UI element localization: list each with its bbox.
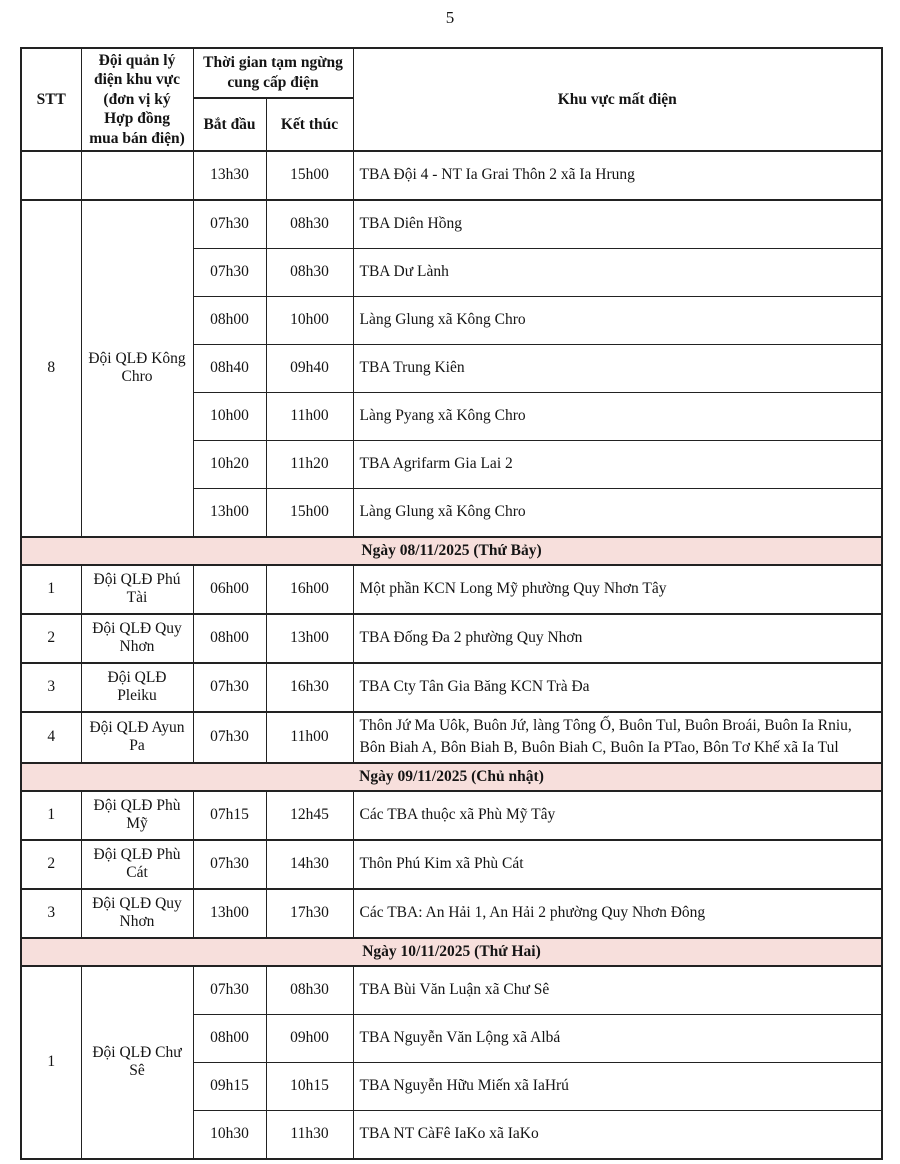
date-header: Ngày 08/11/2025 (Thứ Bảy) bbox=[21, 537, 882, 565]
start-time-cell: 08h40 bbox=[193, 344, 266, 392]
start-time-cell: 07h30 bbox=[193, 966, 266, 1015]
start-time-cell: 09h15 bbox=[193, 1062, 266, 1110]
area-cell: Thôn Jứ Ma Uôk, Buôn Jứ, làng Tông Ố, Buôn Tul, Buôn Broái, Buôn Ia Rniu, Bôn Biah A, Bôn Biah B, Buôn Biah C, Buôn Ia PTao, Bôn Tơ Khế xã Ia Tul bbox=[353, 712, 882, 763]
area-cell: Các TBA thuộc xã Phù Mỹ Tây bbox=[353, 791, 882, 840]
area-cell: TBA NT CàFê IaKo xã IaKo bbox=[353, 1110, 882, 1159]
header-start-time: Bắt đầu bbox=[193, 98, 266, 151]
end-time-cell: 16h30 bbox=[266, 663, 353, 712]
area-cell: TBA Nguyễn Hữu Miến xã IaHrú bbox=[353, 1062, 882, 1110]
area-cell: Làng Pyang xã Kông Chro bbox=[353, 392, 882, 440]
end-time-cell: 11h20 bbox=[266, 440, 353, 488]
end-time-cell: 15h00 bbox=[266, 488, 353, 537]
date-header: Ngày 10/11/2025 (Thứ Hai) bbox=[21, 938, 882, 966]
area-cell: TBA Đống Đa 2 phường Quy Nhơn bbox=[353, 614, 882, 663]
end-time-cell: 12h45 bbox=[266, 791, 353, 840]
header-stt: STT bbox=[21, 48, 81, 151]
unit-cell: Đội QLĐ Kông Chro bbox=[81, 200, 193, 537]
stt-cell: 3 bbox=[21, 663, 81, 712]
end-time-cell: 08h30 bbox=[266, 966, 353, 1015]
stt-cell: 1 bbox=[21, 791, 81, 840]
unit-cell: Đội QLĐ Quy Nhơn bbox=[81, 614, 193, 663]
area-cell: TBA Đội 4 - NT Ia Grai Thôn 2 xã Ia Hrung bbox=[353, 151, 882, 200]
start-time-cell: 10h00 bbox=[193, 392, 266, 440]
area-cell: Một phần KCN Long Mỹ phường Quy Nhơn Tây bbox=[353, 565, 882, 614]
start-time-cell: 07h30 bbox=[193, 663, 266, 712]
table-row bbox=[21, 151, 882, 200]
table-row bbox=[21, 791, 882, 840]
end-time-cell: 10h00 bbox=[266, 296, 353, 344]
end-time-cell: 17h30 bbox=[266, 889, 353, 938]
start-time-cell: 07h15 bbox=[193, 791, 266, 840]
area-cell: TBA Nguyễn Văn Lộng xã Albá bbox=[353, 1014, 882, 1062]
table-row bbox=[21, 200, 882, 249]
unit-cell: Đội QLĐ Phù Cát bbox=[81, 840, 193, 889]
unit-cell: Đội QLĐ Quy Nhơn bbox=[81, 889, 193, 938]
start-time-cell: 07h30 bbox=[193, 712, 266, 763]
stt-cell: 1 bbox=[21, 565, 81, 614]
table-row bbox=[21, 663, 882, 712]
table-row bbox=[21, 966, 882, 1015]
start-time-cell: 10h20 bbox=[193, 440, 266, 488]
table-row bbox=[21, 712, 882, 763]
area-cell: TBA Dư Lành bbox=[353, 248, 882, 296]
start-time-cell: 06h00 bbox=[193, 565, 266, 614]
start-time-cell: 07h30 bbox=[193, 200, 266, 249]
stt-cell: 8 bbox=[21, 200, 81, 537]
table-row bbox=[21, 889, 882, 938]
date-row bbox=[21, 763, 882, 791]
stt-cell: 2 bbox=[21, 840, 81, 889]
end-time-cell: 13h00 bbox=[266, 614, 353, 663]
header-area: Khu vực mất điện bbox=[353, 48, 882, 151]
end-time-cell: 08h30 bbox=[266, 248, 353, 296]
stt-cell: 4 bbox=[21, 712, 81, 763]
area-cell: Thôn Phú Kim xã Phù Cát bbox=[353, 840, 882, 889]
end-time-cell: 08h30 bbox=[266, 200, 353, 249]
area-cell: TBA Trung Kiên bbox=[353, 344, 882, 392]
table-row bbox=[21, 565, 882, 614]
start-time-cell: 08h00 bbox=[193, 296, 266, 344]
area-cell: Làng Glung xã Kông Chro bbox=[353, 488, 882, 537]
header-unit: Đội quản lý điện khu vực (đơn vị ký Hợp đồng mua bán điện) bbox=[81, 48, 193, 151]
end-time-cell: 09h00 bbox=[266, 1014, 353, 1062]
start-time-cell: 13h30 bbox=[193, 151, 266, 200]
table-body bbox=[21, 151, 882, 1159]
stt-cell: 3 bbox=[21, 889, 81, 938]
area-cell: TBA Agrifarm Gia Lai 2 bbox=[353, 440, 882, 488]
start-time-cell: 08h00 bbox=[193, 614, 266, 663]
start-time-cell: 13h00 bbox=[193, 889, 266, 938]
area-cell: TBA Cty Tân Gia Băng KCN Trà Đa bbox=[353, 663, 882, 712]
area-cell: Các TBA: An Hải 1, An Hải 2 phường Quy Nhơn Đông bbox=[353, 889, 882, 938]
page-number: 5 bbox=[445, 8, 455, 27]
unit-cell bbox=[81, 151, 193, 200]
start-time-cell: 07h30 bbox=[193, 248, 266, 296]
end-time-cell: 10h15 bbox=[266, 1062, 353, 1110]
table-row bbox=[21, 840, 882, 889]
area-cell: TBA Bùi Văn Luận xã Chư Sê bbox=[353, 966, 882, 1015]
date-row bbox=[21, 938, 882, 966]
start-time-cell: 10h30 bbox=[193, 1110, 266, 1159]
start-time-cell: 13h00 bbox=[193, 488, 266, 537]
area-cell: TBA Diên Hồng bbox=[353, 200, 882, 249]
end-time-cell: 11h30 bbox=[266, 1110, 353, 1159]
stt-cell: 1 bbox=[21, 966, 81, 1159]
area-cell: Làng Glung xã Kông Chro bbox=[353, 296, 882, 344]
power-outage-schedule-table bbox=[20, 47, 883, 1160]
date-row bbox=[21, 537, 882, 565]
unit-cell: Đội QLĐ Phú Tài bbox=[81, 565, 193, 614]
end-time-cell: 11h00 bbox=[266, 712, 353, 763]
unit-cell: Đội QLĐ Pleiku bbox=[81, 663, 193, 712]
end-time-cell: 15h00 bbox=[266, 151, 353, 200]
end-time-cell: 09h40 bbox=[266, 344, 353, 392]
table-row bbox=[21, 614, 882, 663]
start-time-cell: 08h00 bbox=[193, 1014, 266, 1062]
unit-cell: Đội QLĐ Phù Mỹ bbox=[81, 791, 193, 840]
stt-cell bbox=[21, 151, 81, 200]
unit-cell: Đội QLĐ Chư Sê bbox=[81, 966, 193, 1159]
unit-cell: Đội QLĐ Ayun Pa bbox=[81, 712, 193, 763]
header-time-group: Thời gian tạm ngừng cung cấp điện bbox=[193, 48, 353, 98]
end-time-cell: 16h00 bbox=[266, 565, 353, 614]
header-end-time: Kết thúc bbox=[266, 98, 353, 151]
end-time-cell: 14h30 bbox=[266, 840, 353, 889]
table-header bbox=[21, 48, 882, 151]
start-time-cell: 07h30 bbox=[193, 840, 266, 889]
end-time-cell: 11h00 bbox=[266, 392, 353, 440]
date-header: Ngày 09/11/2025 (Chủ nhật) bbox=[21, 763, 882, 791]
stt-cell: 2 bbox=[21, 614, 81, 663]
